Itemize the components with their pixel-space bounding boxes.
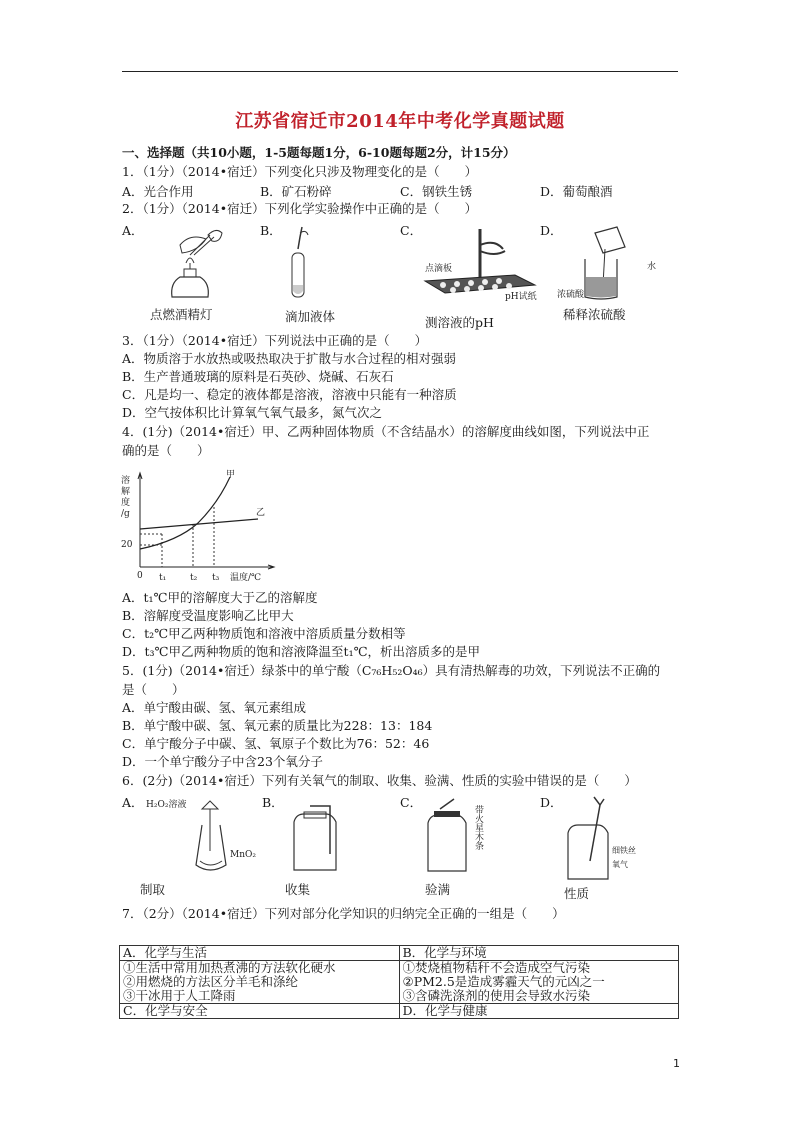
q3-option-b: B．生产普通玻璃的原料是石英砂、烧碱、石灰石 xyxy=(122,369,394,384)
table-cell: ①焚烧植物秸秆不会造成空气污染 xyxy=(399,961,679,976)
q3-option-c: C．凡是均一、稳定的液体都是溶液，溶液中只能有一种溶质 xyxy=(122,387,457,402)
header-rule xyxy=(122,71,678,72)
table-row xyxy=(120,946,679,961)
x-axis-label: 温度/℃ xyxy=(230,573,262,583)
q5-option-c: C．单宁酸分子中碳、氢、氧原子个数比为76：52：46 xyxy=(122,736,430,751)
q5-option-a: A．单宁酸由碳、氢、氧元素组成 xyxy=(122,700,307,715)
q3-option-a: A．物质溶于水放热或吸热取决于扩散与水合过程的相对强弱 xyxy=(122,351,457,366)
q5-stem-line1: 5．(1分)（2014•宿迁）绿茶中的单宁酸（C₇₆H₅₂O₄₆）具有清热解毒的功效，下列说法不正确的 xyxy=(122,663,661,678)
series-yi-line xyxy=(140,519,258,529)
table-cell: ③干冰用于人工降雨 xyxy=(120,989,400,1004)
table-cell: ①生活中常用加热煮沸的方法软化硬水 xyxy=(120,961,400,976)
table-cell: ②用燃烧的方法区分羊毛和涤纶 xyxy=(120,975,400,989)
q1-option-d: D．葡萄酿酒 xyxy=(540,184,613,199)
wire-label: 细铁丝 xyxy=(612,846,636,855)
q2-caption-a: 点燃酒精灯 xyxy=(150,307,213,322)
ph-test-figure xyxy=(425,225,545,310)
q6-stem: 6．(2分)（2014•宿迁）下列有关氧气的制取、收集、验满、性质的实验中错误的是（ ） xyxy=(122,773,637,788)
splint-label: 带火星木条 xyxy=(473,805,483,850)
q1-stem: 1．（1分）（2014•宿迁）下列变化只涉及物理变化的是（ ） xyxy=(122,164,478,179)
q1-option-b: B．矿石粉碎 xyxy=(260,184,332,199)
q1-option-c: C．钢铁生锈 xyxy=(400,184,473,199)
table-cell: ③含磷洗涤剂的使用会导致水污染 xyxy=(399,989,679,1004)
q3-option-d: D．空气按体积比计算氧气氧气最多，氮气次之 xyxy=(122,405,383,420)
table-row xyxy=(120,989,679,1004)
q6-letter-d: D． xyxy=(540,795,563,810)
q2-letter-a: A． xyxy=(122,223,144,238)
x-tick-t2: t₂ xyxy=(190,573,198,583)
q2-stem: 2．（1分）（2014•宿迁）下列化学实验操作中正确的是（ ） xyxy=(122,201,478,216)
q4-option-a: A．t₁℃甲的溶解度大于乙的溶解度 xyxy=(122,590,318,605)
y-axis-label-4: /g xyxy=(121,509,130,519)
table-row xyxy=(120,1004,679,1019)
table-cell: C．化学与安全 xyxy=(120,1004,400,1019)
q7-table xyxy=(119,945,679,1019)
q1-option-a: A．光合作用 xyxy=(122,184,194,199)
q6-caption-a: 制取 xyxy=(140,882,166,897)
series-jia-curve xyxy=(140,477,230,549)
solubility-chart xyxy=(118,467,278,585)
x-tick-t1: t₁ xyxy=(159,573,167,583)
q3-stem: 3．（1分）（2014•宿迁）下列说法中正确的是（ ） xyxy=(122,333,428,348)
table-cell: ②PM2.5是造成雾霾天气的元凶之一 xyxy=(399,975,679,989)
q5-option-d: D．一个单宁酸分子中含23个氧分子 xyxy=(122,754,323,769)
q2-letter-b: B． xyxy=(260,223,282,238)
page-number: 1 xyxy=(673,1057,680,1070)
dilute-acid-figure xyxy=(555,225,665,305)
q6-letter-b: B． xyxy=(262,795,284,810)
q4-option-c: C．t₂℃甲乙两种物质饱和溶液中溶质质量分数相等 xyxy=(122,626,406,641)
ph-plate-label: 点滴板 xyxy=(425,264,453,274)
q5-stem-line2: 是（ ） xyxy=(122,682,185,697)
section-heading: 一、选择题（共10小题，1-5题每题1分，6-10题每题2分，计15分） xyxy=(122,145,516,160)
table-row xyxy=(120,961,679,976)
q6-caption-d: 性质 xyxy=(564,886,590,901)
oxygen-preparation-figure xyxy=(140,795,256,880)
q4-option-d: D．t₃℃甲乙两种物质的饱和溶液降温至t₁℃，析出溶质多的是甲 xyxy=(122,644,481,659)
table-cell: A．化学与生活 xyxy=(120,946,400,961)
gas-collection-figure xyxy=(286,800,356,875)
q6-caption-c: 验满 xyxy=(425,882,451,897)
q4-stem-line2: 确的是（ ） xyxy=(122,443,210,458)
oxygen-gas-label: 氧气 xyxy=(612,860,628,869)
alcohol-lamp-figure xyxy=(150,225,230,305)
dropper-figure xyxy=(280,225,320,305)
y-axis-label-3: 度 xyxy=(121,498,131,508)
iron-wire-figure xyxy=(560,795,650,885)
q6-caption-b: 收集 xyxy=(285,882,311,897)
q7-stem: 7．（2分）（2014•宿迁）下列对部分化学知识的归纳完全正确的一组是（ ） xyxy=(122,906,565,921)
test-full-figure xyxy=(420,795,500,880)
series-yi-label: 乙 xyxy=(256,508,266,518)
water-label: 水 xyxy=(647,262,657,272)
y-axis-label-1: 溶 xyxy=(121,476,131,486)
q5-option-b: B．单宁酸中碳、氢、氧元素的质量比为228：13：184 xyxy=(122,718,433,733)
x-tick-0: 0 xyxy=(137,571,143,581)
q6-letter-a: A． xyxy=(122,795,144,810)
q2-letter-c: C． xyxy=(400,223,423,238)
table-row xyxy=(120,975,679,989)
y-axis-label-2: 解 xyxy=(121,487,131,497)
mno2-label: MnO₂ xyxy=(230,850,256,860)
q4-stem-line1: 4．(1分)（2014•宿迁）甲、乙两种固体物质（不含结晶水）的溶解度曲线如图，下列说法中正 xyxy=(122,424,650,439)
acid-label: 浓硫酸 xyxy=(557,290,585,300)
q2-letter-d: D． xyxy=(540,223,563,238)
q2-caption-c: 测溶液的pH xyxy=(425,315,494,330)
page-title: 江苏省宿迁市2014年中考化学真题试题 xyxy=(235,111,565,132)
q2-caption-b: 滴加液体 xyxy=(285,309,336,324)
ph-paper-label: pH试纸 xyxy=(505,292,537,302)
x-tick-t3: t₃ xyxy=(212,573,220,583)
q2-caption-d: 稀释浓硫酸 xyxy=(563,307,626,322)
series-jia-label: 甲 xyxy=(226,470,236,480)
table-cell: D．化学与健康 xyxy=(399,1004,679,1019)
q4-option-b: B．溶解度受温度影响乙比甲大 xyxy=(122,608,294,623)
table-cell: B．化学与环境 xyxy=(399,946,679,961)
y-tick-20: 20 xyxy=(121,540,133,550)
h2o2-label: H₂O₂溶液 xyxy=(146,800,187,810)
q6-letter-c: C． xyxy=(400,795,423,810)
